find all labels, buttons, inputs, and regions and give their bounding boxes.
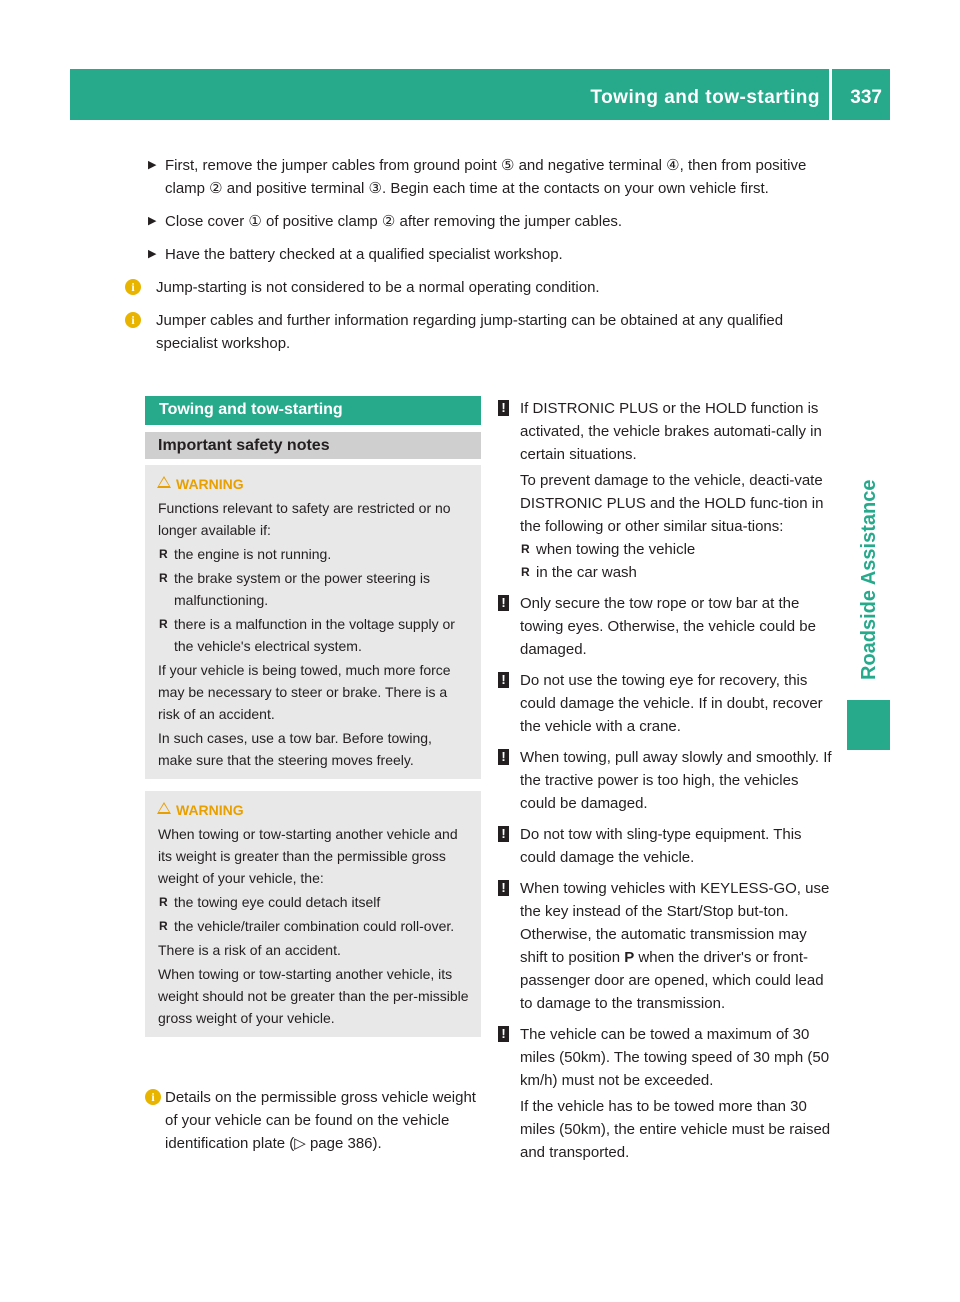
notice-text: Only secure the tow rope or tow bar at the towing eyes. Otherwise, the vehicle could be damaged. [520,595,816,658]
subsection-heading [145,432,481,459]
step-text: Have the battery checked at a qualified specialist workshop. [165,246,563,263]
info-note [125,309,835,355]
section-heading [145,396,481,425]
list-item: R the engine is not running. [158,543,469,565]
exclamation-icon: ! [498,749,509,765]
notice-text: When towing vehicles with KEYLESS-GO, use the key instead of the Start/Stop but-ton. Otherwise, the automatic transmission may shift to position [520,880,830,966]
notice-item [498,877,836,1015]
warning-paragraph: If your vehicle is being towed, much more force may be necessary to steer or brake. There is a risk of an accident. [158,662,451,722]
step-item [145,154,835,200]
info-icon: i [125,279,141,295]
notice-item [498,397,836,584]
warning-box [145,465,481,779]
bullet-r-icon: R [159,617,168,631]
warning-triangle-icon [157,802,171,814]
list-item: R the towing eye could detach itself [158,891,469,913]
step-item [145,210,835,233]
bullet-r-icon: R [521,565,530,579]
warning-paragraph: There is a risk of an accident. [158,942,341,958]
list-item: R in the car wash [520,561,836,584]
notice-text: When towing, pull away slowly and smoothly. If the tractive power is too high, the vehicles could be damaged. [520,749,832,812]
warning-title: WARNING [176,473,469,495]
bullet-r-icon: R [521,542,530,556]
exclamation-icon: ! [498,400,509,416]
info-text: Jumper cables and further information regarding jump-starting can be obtained at any qualified specialist workshop. [156,312,784,352]
side-tab-label: Roadside Assistance [858,479,880,680]
step-item [145,243,835,266]
notice-text: If the vehicle has to be towed more than 30 miles (50km), the entire vehicle must be raised and transported. [520,1098,831,1161]
header-title: Towing and tow-starting [590,87,820,108]
notice-item [498,669,836,738]
exclamation-icon: ! [498,1026,509,1042]
list-item: R there is a malfunction in the voltage supply or the vehicle's electrical system. [158,613,469,657]
notice-text: To prevent damage to the vehicle, deacti-vate DISTRONIC PLUS and the HOLD func-tion in the following or other similar situa-tions: [520,472,824,535]
bullet-r-icon: R [159,919,168,933]
arrow-right-icon: ▶ [148,159,157,171]
exclamation-icon: ! [498,595,509,611]
notice-text: Do not use the towing eye for recovery, this could damage the vehicle. If in doubt, recover the vehicle with a crane. [520,672,823,735]
warning-intro: Functions relevant to safety are restricted or no longer available if: [158,500,451,538]
notice-text: when the driver's or front-passenger door are opened, which could lead to damage to the transmission. [520,949,824,1012]
bullet-r-icon: R [159,895,168,909]
list-item: R the brake system or the power steering is malfunctioning. [158,567,469,611]
arrow-right-icon: ▶ [148,215,157,227]
step-text: First, remove the jumper cables from ground point ⑤ and negative terminal ④, then from positive clamp ② and positive terminal ③. Begin each time at the contacts on your own vehicle first. [165,157,807,197]
notice-item [498,1023,836,1164]
notice-item [498,592,836,661]
header-separator [829,69,832,120]
notice-text: Do not tow with sling-type equipment. This could damage the vehicle. [520,826,802,866]
warning-intro: When towing or tow-starting another vehicle and its weight is greater than the permissible gross weight of your vehicle, the: [158,826,458,886]
page-number: 337 [850,87,882,108]
intro-block [131,154,835,365]
exclamation-icon: ! [498,880,509,896]
warning-box [145,791,481,1037]
notice-item [498,823,836,869]
list-item: R the vehicle/trailer combination could roll-over. [158,915,469,937]
bullet-r-icon: R [159,571,168,585]
side-tab-marker [847,700,890,750]
warning-title: WARNING [176,799,469,821]
step-text: Close cover ① of positive clamp ② after removing the jumper cables. [165,213,623,230]
subsection-title: Important safety notes [158,437,330,454]
notice-text: The vehicle can be towed a maximum of 30 miles (50km). The towing speed of 30 mph (50 km/h) must not be exceeded. [520,1026,830,1089]
info-icon: i [125,312,141,328]
notice-text: If DISTRONIC PLUS or the HOLD function is activated, the vehicle brakes automati-cally in certain situations. [520,400,822,463]
warning-paragraph: When towing or tow-starting another vehicle, its weight should not be greater than the per-missible gross weight of your vehicle. [158,966,469,1026]
info-note [145,1086,483,1155]
bullet-r-icon: R [159,547,168,561]
page-header [70,69,890,120]
list-item: R when towing the vehicle [520,538,836,561]
warning-paragraph: In such cases, use a tow bar. Before towing, make sure that the steering moves freely. [158,730,432,768]
notice-item [498,746,836,815]
info-icon: i [145,1089,161,1105]
gear-position: P [624,949,635,966]
arrow-right-icon: ▶ [148,248,157,260]
warning-triangle-icon [157,476,171,488]
exclamation-icon: ! [498,672,509,688]
exclamation-icon: ! [498,826,509,842]
section-title: Towing and tow-starting [159,401,343,418]
notice-column [498,397,836,1172]
info-text: Details on the permissible gross vehicle weight of your vehicle can be found on the vehicle identification plate (▷ page 386). [165,1089,476,1152]
info-text: Jump-starting is not considered to be a normal operating condition. [156,279,600,296]
info-note [125,276,835,299]
